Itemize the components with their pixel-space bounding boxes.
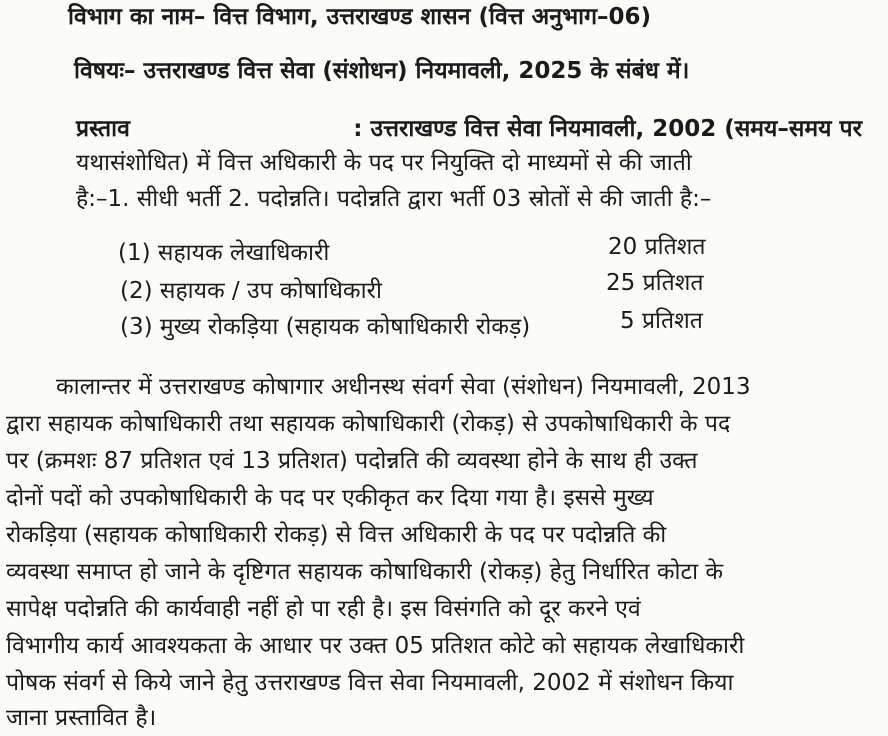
paragraph-line: दोनों पदों को उपकोषाधिकारी के पद पर एकीकृत कर दिया गया है। इससे मुख्य (6, 485, 654, 511)
source-1-value: 20 प्रतिशत (608, 234, 706, 260)
proposal-label: प्रस्ताव (76, 116, 130, 142)
proposal-line-1-text: : उत्तराखण्ड वित्त सेवा नियमावली, 2002 (समय–समय पर (353, 116, 862, 142)
proposal-line-1 (76, 114, 862, 144)
paragraph-line: पोषक संवर्ग से किये जाने हेतु उत्तराखण्ड वित्त सेवा नियमावली, 2002 में संशोधन किया (6, 670, 734, 696)
paragraph-line: जाना प्रस्तावित है। (6, 705, 157, 731)
paragraph-line: व्यवस्था समाप्त हो जाने के दृष्टिगत सहायक कोषाधिकारी (रोकड़) हेतु निर्धारित कोटा के (6, 559, 724, 585)
proposal-line-2: यथासंशोधित) में वित्त अधिकारी के पद पर नियुक्ति दो माध्यमों से की जाती (76, 150, 692, 176)
source-3-value: 5 प्रतिशत (620, 308, 703, 334)
proposal-line-3: है:–1. सीधी भर्ती 2. पदोन्नति। पदोन्नति द्वारा भर्ती 03 स्रोतों से की जाती है:– (76, 186, 712, 212)
paragraph-line: कालान्तर में उत्तराखण्ड कोषागार अधीनस्थ संवर्ग सेवा (संशोधन) नियमावली, 2013 (56, 374, 751, 400)
source-1-label: (1) सहायक लेखाधिकारी (118, 240, 330, 266)
source-2-value: 25 प्रतिशत (606, 270, 704, 296)
source-3-label: (3) मुख्य रोकड़िया (सहायक कोषाधिकारी रोकड़) (120, 314, 531, 340)
source-2-label: (2) सहायक / उप कोषाधिकारी (120, 278, 382, 304)
paragraph-line: विभागीय कार्य आवश्यकता के आधार पर उक्त 05 प्रतिशत कोटे को सहायक लेखाधिकारी (6, 633, 745, 659)
subject-line: विषयः– उत्तराखण्ड वित्त सेवा (संशोधन) नियमावली, 2025 के संबंध में। (74, 58, 690, 84)
department-line: विभाग का नाम– वित्त विभाग, उत्तराखण्ड शासन (वित्त अनुभाग–06) (68, 4, 652, 30)
paragraph-line: द्वारा सहायक कोषाधिकारी तथा सहायक कोषाधिकारी (रोकड़) से उपकोषाधिकारी के पद (6, 411, 731, 437)
paragraph-line: सापेक्ष पदोन्नति की कार्यवाही नहीं हो पा रही है। इस विसंगति को दूर करने एवं (6, 596, 641, 622)
paragraph-line: पर (क्रमशः 87 प्रतिशत एवं 13 प्रतिशत) पदोन्नति की व्यवस्था होने के साथ ही उक्त (6, 448, 698, 474)
paragraph-line: रोकड़िया (सहायक कोषाधिकारी रोकड़) से वित्त अधिकारी के पद पर पदोन्नति की (6, 522, 667, 548)
